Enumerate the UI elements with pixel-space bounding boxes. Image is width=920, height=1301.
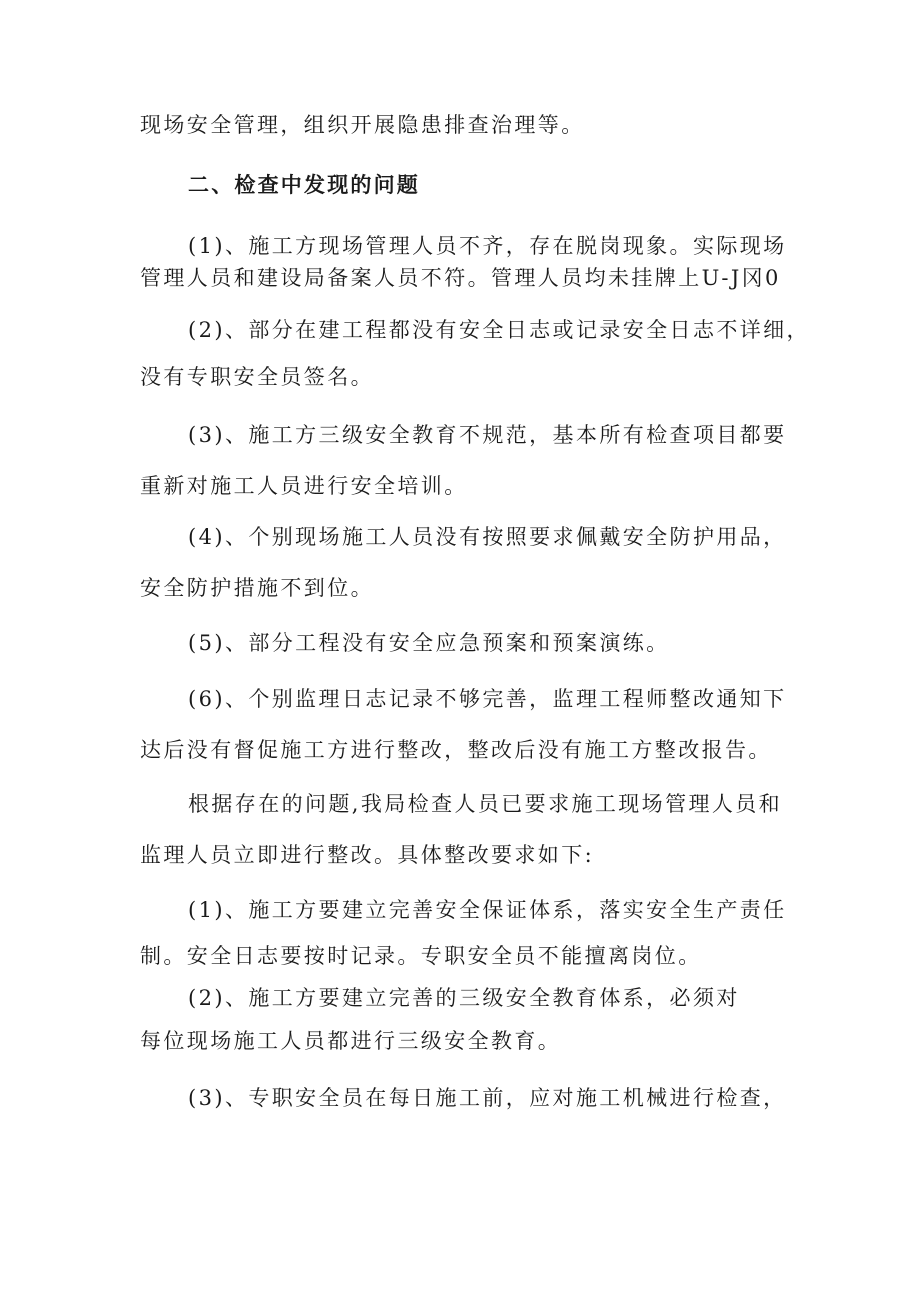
requirement-2-line-2: 每位现场施工人员都进行三级安全教育。 bbox=[140, 1029, 562, 1053]
rectification-intro-line-2: 监理人员立即进行整改。具体整改要求如下: bbox=[140, 843, 595, 867]
rectification-intro-line-1: 根据存在的问题,我局检查人员已要求施工现场管理人员和 bbox=[188, 792, 783, 816]
problem-1-line-2: 管理人员和建设局备案人员不符。管理人员均未挂牌上U-J冈0 bbox=[140, 266, 781, 290]
problem-4-line-2: 安全防护措施不到位。 bbox=[140, 576, 374, 600]
problem-6-line-1: (6)、个别监理日志记录不够完善，监理工程师整改通知下 bbox=[188, 687, 787, 711]
requirement-2-line-1: (2)、施工方要建立完善的三级安全教育体系，必须对 bbox=[188, 986, 740, 1010]
requirement-1-line-2: 制。安全日志要按时记录。专职安全员不能擅离岗位。 bbox=[140, 944, 702, 968]
problem-4-line-1: (4)、个别现场施工人员没有按照要求佩戴安全防护用品， bbox=[188, 525, 787, 549]
problem-3-line-2: 重新对施工人员进行安全培训。 bbox=[140, 474, 468, 498]
problem-3-line-1: (3)、施工方三级安全教育不规范，基本所有检查项目都要 bbox=[188, 423, 787, 447]
problem-2-line-2: 没有专职安全员签名。 bbox=[140, 365, 374, 389]
problem-1-line-1: (1)、施工方现场管理人员不齐，存在脱岗现象。实际现场 bbox=[188, 234, 787, 258]
problem-6-line-2: 达后没有督促施工方进行整改，整改后没有施工方整改报告。 bbox=[140, 738, 772, 762]
problem-2-line-1: (2)、部分在建工程都没有安全日志或记录安全日志不详细， bbox=[188, 318, 810, 342]
problem-5-line-1: (5)、部分工程没有安全应急预案和预案演练。 bbox=[188, 631, 670, 655]
intro-tail-text: 现场安全管理，组织开展隐患排查治理等。 bbox=[140, 113, 585, 137]
requirement-1-line-1: (1)、施工方要建立完善安全保证体系，落实安全生产责任 bbox=[188, 898, 787, 922]
requirement-3-line-1: (3)、专职安全员在每日施工前，应对施工机械进行检查， bbox=[188, 1086, 787, 1110]
section-heading: 二、检查中发现的问题 bbox=[188, 173, 420, 197]
